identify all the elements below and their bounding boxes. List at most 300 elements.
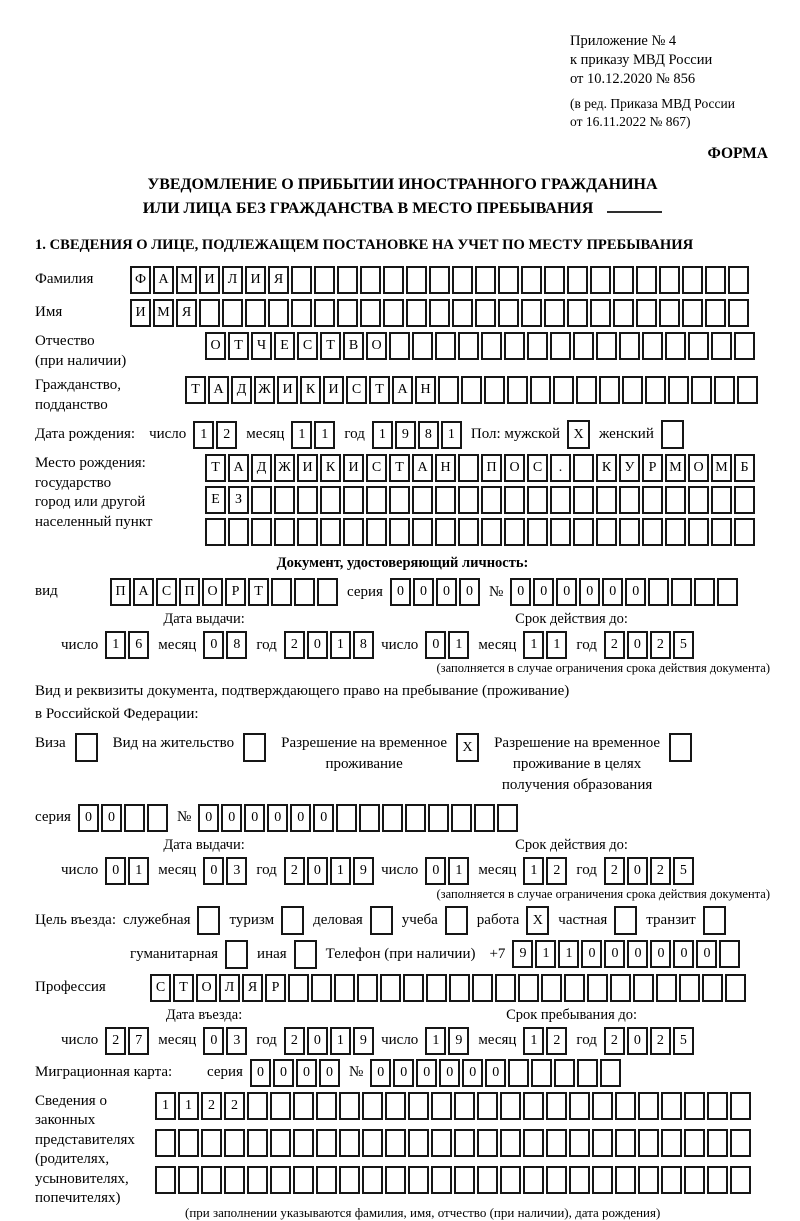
fill-cell[interactable]: 2: [546, 1027, 567, 1055]
fill-cell[interactable]: [734, 332, 755, 360]
fill-cell[interactable]: 2: [604, 857, 625, 885]
fill-cell[interactable]: [495, 974, 516, 1002]
fill-cell[interactable]: [178, 1129, 199, 1157]
fill-cell[interactable]: С: [150, 974, 171, 1002]
fill-cell[interactable]: [316, 1092, 337, 1120]
fill-cell[interactable]: [679, 974, 700, 1002]
fill-cell[interactable]: 1: [330, 631, 351, 659]
fill-cell[interactable]: [297, 486, 318, 514]
fill-cell[interactable]: 0: [370, 1059, 391, 1087]
fill-cell[interactable]: И: [199, 266, 220, 294]
fill-cell[interactable]: [481, 486, 502, 514]
fill-cell[interactable]: [458, 486, 479, 514]
fill-cell[interactable]: [544, 299, 565, 327]
fill-cell[interactable]: [707, 1129, 728, 1157]
fill-cell[interactable]: 0: [203, 1027, 224, 1055]
fill-cell[interactable]: 2: [105, 1027, 126, 1055]
fill-cell[interactable]: [734, 486, 755, 514]
fill-cell[interactable]: [521, 266, 542, 294]
fill-cell[interactable]: [711, 332, 732, 360]
fill-cell[interactable]: И: [277, 376, 298, 404]
fill-cell[interactable]: 0: [425, 857, 446, 885]
fill-cell[interactable]: У: [619, 454, 640, 482]
fill-cell[interactable]: 0: [413, 578, 434, 606]
fill-cell[interactable]: И: [297, 454, 318, 482]
fill-cell[interactable]: 5: [673, 857, 694, 885]
fill-cell[interactable]: [587, 974, 608, 1002]
fill-cell[interactable]: [380, 974, 401, 1002]
fill-cell[interactable]: 9: [353, 1027, 374, 1055]
fill-cell[interactable]: [316, 1129, 337, 1157]
fill-cell[interactable]: [477, 1129, 498, 1157]
fill-cell[interactable]: [642, 518, 663, 546]
fill-cell[interactable]: [406, 266, 427, 294]
fill-cell[interactable]: 1: [425, 1027, 446, 1055]
fill-cell[interactable]: [343, 486, 364, 514]
fill-cell[interactable]: 1: [330, 857, 351, 885]
fill-cell[interactable]: 0: [203, 857, 224, 885]
fill-cell[interactable]: [725, 974, 746, 1002]
fill-cell[interactable]: 2: [650, 857, 671, 885]
fill-cell[interactable]: [636, 299, 657, 327]
fill-cell[interactable]: Т: [185, 376, 206, 404]
fill-cell[interactable]: 0: [627, 1027, 648, 1055]
fill-cell[interactable]: [600, 1059, 621, 1087]
fill-cell[interactable]: [199, 299, 220, 327]
fill-cell[interactable]: [451, 804, 472, 832]
fill-cell[interactable]: [730, 1129, 751, 1157]
fill-cell[interactable]: [504, 332, 525, 360]
fill-cell[interactable]: [527, 332, 548, 360]
fill-cell[interactable]: О: [688, 454, 709, 482]
fill-cell[interactable]: [445, 906, 468, 935]
fill-cell[interactable]: [268, 299, 289, 327]
fill-cell[interactable]: [178, 1166, 199, 1194]
fill-cell[interactable]: А: [208, 376, 229, 404]
fill-cell[interactable]: [247, 1092, 268, 1120]
fill-cell[interactable]: [684, 1129, 705, 1157]
fill-cell[interactable]: А: [133, 578, 154, 606]
fill-cell[interactable]: М: [176, 266, 197, 294]
fill-cell[interactable]: [719, 940, 740, 968]
fill-cell[interactable]: 0: [602, 578, 623, 606]
fill-cell[interactable]: 0: [290, 804, 311, 832]
fill-cell[interactable]: Л: [219, 974, 240, 1002]
fill-cell[interactable]: [527, 518, 548, 546]
fill-cell[interactable]: [288, 974, 309, 1002]
fill-cell[interactable]: [426, 974, 447, 1002]
fill-cell[interactable]: 0: [390, 578, 411, 606]
fill-cell[interactable]: [271, 578, 292, 606]
fill-cell[interactable]: [293, 1092, 314, 1120]
fill-cell[interactable]: 0: [556, 578, 577, 606]
fill-cell[interactable]: 2: [650, 1027, 671, 1055]
fill-cell[interactable]: [730, 1092, 751, 1120]
fill-cell[interactable]: [412, 486, 433, 514]
fill-cell[interactable]: [458, 454, 479, 482]
fill-cell[interactable]: С: [366, 454, 387, 482]
fill-cell[interactable]: [669, 733, 692, 762]
fill-cell[interactable]: [638, 1129, 659, 1157]
fill-cell[interactable]: 0: [485, 1059, 506, 1087]
fill-cell[interactable]: 0: [673, 940, 694, 968]
fill-cell[interactable]: [366, 518, 387, 546]
fill-cell[interactable]: [270, 1092, 291, 1120]
fill-cell[interactable]: 0: [604, 940, 625, 968]
fill-cell[interactable]: [554, 1059, 575, 1087]
fill-cell[interactable]: [362, 1166, 383, 1194]
fill-cell[interactable]: [408, 1092, 429, 1120]
fill-cell[interactable]: [531, 1059, 552, 1087]
fill-cell[interactable]: [412, 332, 433, 360]
fill-cell[interactable]: 0: [696, 940, 717, 968]
fill-cell[interactable]: [435, 486, 456, 514]
fill-cell[interactable]: [435, 332, 456, 360]
fill-cell[interactable]: [705, 299, 726, 327]
fill-cell[interactable]: [124, 804, 145, 832]
fill-cell[interactable]: Я: [268, 266, 289, 294]
fill-cell[interactable]: [201, 1166, 222, 1194]
fill-cell[interactable]: Т: [248, 578, 269, 606]
fill-cell[interactable]: С: [346, 376, 367, 404]
fill-cell[interactable]: 0: [439, 1059, 460, 1087]
fill-cell[interactable]: [599, 376, 620, 404]
fill-cell[interactable]: 9: [395, 421, 416, 449]
fill-cell[interactable]: X: [567, 420, 590, 449]
fill-cell[interactable]: М: [711, 454, 732, 482]
fill-cell[interactable]: [610, 974, 631, 1002]
fill-cell[interactable]: [523, 1092, 544, 1120]
fill-cell[interactable]: [619, 486, 640, 514]
fill-cell[interactable]: [339, 1092, 360, 1120]
fill-cell[interactable]: 1: [314, 421, 335, 449]
fill-cell[interactable]: [247, 1129, 268, 1157]
fill-cell[interactable]: [688, 486, 709, 514]
fill-cell[interactable]: [389, 518, 410, 546]
fill-cell[interactable]: [389, 332, 410, 360]
fill-cell[interactable]: Т: [173, 974, 194, 1002]
fill-cell[interactable]: [477, 1092, 498, 1120]
fill-cell[interactable]: [431, 1129, 452, 1157]
fill-cell[interactable]: И: [323, 376, 344, 404]
fill-cell[interactable]: 1: [291, 421, 312, 449]
fill-cell[interactable]: [481, 518, 502, 546]
fill-cell[interactable]: С: [297, 332, 318, 360]
fill-cell[interactable]: [274, 486, 295, 514]
fill-cell[interactable]: [523, 1166, 544, 1194]
fill-cell[interactable]: [707, 1166, 728, 1194]
fill-cell[interactable]: [314, 266, 335, 294]
fill-cell[interactable]: 1: [441, 421, 462, 449]
fill-cell[interactable]: [645, 376, 666, 404]
fill-cell[interactable]: О: [504, 454, 525, 482]
fill-cell[interactable]: [504, 486, 525, 514]
fill-cell[interactable]: [577, 1059, 598, 1087]
fill-cell[interactable]: [668, 376, 689, 404]
fill-cell[interactable]: [642, 332, 663, 360]
fill-cell[interactable]: Е: [205, 486, 226, 514]
fill-cell[interactable]: [197, 906, 220, 935]
fill-cell[interactable]: Т: [369, 376, 390, 404]
fill-cell[interactable]: 0: [627, 940, 648, 968]
fill-cell[interactable]: [224, 1129, 245, 1157]
fill-cell[interactable]: [403, 974, 424, 1002]
fill-cell[interactable]: 0: [101, 804, 122, 832]
fill-cell[interactable]: [590, 266, 611, 294]
fill-cell[interactable]: [389, 486, 410, 514]
fill-cell[interactable]: 2: [604, 1027, 625, 1055]
fill-cell[interactable]: [688, 518, 709, 546]
fill-cell[interactable]: [661, 1092, 682, 1120]
fill-cell[interactable]: Д: [251, 454, 272, 482]
fill-cell[interactable]: [228, 518, 249, 546]
fill-cell[interactable]: [320, 518, 341, 546]
fill-cell[interactable]: 0: [105, 857, 126, 885]
fill-cell[interactable]: А: [412, 454, 433, 482]
fill-cell[interactable]: О: [196, 974, 217, 1002]
fill-cell[interactable]: [737, 376, 758, 404]
fill-cell[interactable]: 0: [203, 631, 224, 659]
fill-cell[interactable]: [294, 940, 317, 969]
fill-cell[interactable]: [429, 266, 450, 294]
fill-cell[interactable]: 0: [267, 804, 288, 832]
fill-cell[interactable]: [320, 486, 341, 514]
fill-cell[interactable]: [530, 376, 551, 404]
fill-cell[interactable]: [293, 1129, 314, 1157]
fill-cell[interactable]: 1: [523, 857, 544, 885]
fill-cell[interactable]: [596, 518, 617, 546]
fill-cell[interactable]: 0: [581, 940, 602, 968]
fill-cell[interactable]: М: [153, 299, 174, 327]
fill-cell[interactable]: 0: [307, 631, 328, 659]
fill-cell[interactable]: 0: [625, 578, 646, 606]
fill-cell[interactable]: [274, 518, 295, 546]
fill-cell[interactable]: [147, 804, 168, 832]
fill-cell[interactable]: [703, 906, 726, 935]
fill-cell[interactable]: [461, 376, 482, 404]
fill-cell[interactable]: [546, 1092, 567, 1120]
fill-cell[interactable]: [714, 376, 735, 404]
fill-cell[interactable]: [688, 332, 709, 360]
fill-cell[interactable]: 0: [78, 804, 99, 832]
fill-cell[interactable]: 0: [436, 578, 457, 606]
fill-cell[interactable]: [691, 376, 712, 404]
fill-cell[interactable]: [573, 454, 594, 482]
fill-cell[interactable]: X: [456, 733, 479, 762]
fill-cell[interactable]: [475, 266, 496, 294]
fill-cell[interactable]: 1: [105, 631, 126, 659]
fill-cell[interactable]: [615, 1166, 636, 1194]
fill-cell[interactable]: [405, 804, 426, 832]
fill-cell[interactable]: Б: [734, 454, 755, 482]
fill-cell[interactable]: 0: [533, 578, 554, 606]
fill-cell[interactable]: Н: [435, 454, 456, 482]
fill-cell[interactable]: [546, 1129, 567, 1157]
fill-cell[interactable]: [334, 974, 355, 1002]
fill-cell[interactable]: 5: [673, 631, 694, 659]
fill-cell[interactable]: [314, 299, 335, 327]
fill-cell[interactable]: [270, 1129, 291, 1157]
fill-cell[interactable]: [297, 518, 318, 546]
fill-cell[interactable]: [671, 578, 692, 606]
fill-cell[interactable]: [656, 974, 677, 1002]
fill-cell[interactable]: Е: [274, 332, 295, 360]
fill-cell[interactable]: [477, 1166, 498, 1194]
fill-cell[interactable]: [633, 974, 654, 1002]
fill-cell[interactable]: [507, 376, 528, 404]
fill-cell[interactable]: [500, 1129, 521, 1157]
fill-cell[interactable]: [435, 518, 456, 546]
fill-cell[interactable]: К: [300, 376, 321, 404]
fill-cell[interactable]: И: [130, 299, 151, 327]
fill-cell[interactable]: [622, 376, 643, 404]
fill-cell[interactable]: [694, 578, 715, 606]
fill-cell[interactable]: [682, 299, 703, 327]
fill-cell[interactable]: [728, 266, 749, 294]
fill-cell[interactable]: 0: [579, 578, 600, 606]
fill-cell[interactable]: [508, 1059, 529, 1087]
fill-cell[interactable]: Ж: [274, 454, 295, 482]
fill-cell[interactable]: А: [153, 266, 174, 294]
fill-cell[interactable]: [730, 1166, 751, 1194]
fill-cell[interactable]: [665, 332, 686, 360]
fill-cell[interactable]: [504, 518, 525, 546]
fill-cell[interactable]: [567, 299, 588, 327]
fill-cell[interactable]: 1: [372, 421, 393, 449]
fill-cell[interactable]: [201, 1129, 222, 1157]
fill-cell[interactable]: [684, 1092, 705, 1120]
fill-cell[interactable]: 2: [201, 1092, 222, 1120]
fill-cell[interactable]: [452, 299, 473, 327]
fill-cell[interactable]: 9: [353, 857, 374, 885]
fill-cell[interactable]: [614, 906, 637, 935]
fill-cell[interactable]: Т: [228, 332, 249, 360]
fill-cell[interactable]: [544, 266, 565, 294]
fill-cell[interactable]: [431, 1166, 452, 1194]
fill-cell[interactable]: 3: [226, 857, 247, 885]
fill-cell[interactable]: [370, 906, 393, 935]
fill-cell[interactable]: 0: [459, 578, 480, 606]
fill-cell[interactable]: 9: [448, 1027, 469, 1055]
fill-cell[interactable]: [567, 266, 588, 294]
fill-cell[interactable]: [458, 518, 479, 546]
fill-cell[interactable]: [475, 299, 496, 327]
fill-cell[interactable]: Р: [642, 454, 663, 482]
fill-cell[interactable]: [498, 266, 519, 294]
fill-cell[interactable]: [550, 518, 571, 546]
fill-cell[interactable]: [590, 299, 611, 327]
fill-cell[interactable]: К: [596, 454, 617, 482]
fill-cell[interactable]: [665, 518, 686, 546]
fill-cell[interactable]: [541, 974, 562, 1002]
fill-cell[interactable]: 1: [448, 857, 469, 885]
fill-cell[interactable]: [336, 804, 357, 832]
fill-cell[interactable]: [711, 518, 732, 546]
fill-cell[interactable]: [661, 1129, 682, 1157]
fill-cell[interactable]: [592, 1129, 613, 1157]
fill-cell[interactable]: [294, 578, 315, 606]
fill-cell[interactable]: 8: [226, 631, 247, 659]
fill-cell[interactable]: Ч: [251, 332, 272, 360]
fill-cell[interactable]: В: [343, 332, 364, 360]
fill-cell[interactable]: [659, 266, 680, 294]
fill-cell[interactable]: [613, 299, 634, 327]
fill-cell[interactable]: [412, 518, 433, 546]
fill-cell[interactable]: [408, 1166, 429, 1194]
fill-cell[interactable]: [383, 299, 404, 327]
fill-cell[interactable]: [707, 1092, 728, 1120]
fill-cell[interactable]: А: [228, 454, 249, 482]
fill-cell[interactable]: [484, 376, 505, 404]
fill-cell[interactable]: С: [156, 578, 177, 606]
fill-cell[interactable]: [728, 299, 749, 327]
fill-cell[interactable]: 2: [284, 631, 305, 659]
fill-cell[interactable]: [251, 518, 272, 546]
fill-cell[interactable]: [454, 1166, 475, 1194]
fill-cell[interactable]: [454, 1092, 475, 1120]
fill-cell[interactable]: [474, 804, 495, 832]
fill-cell[interactable]: [661, 420, 684, 449]
fill-cell[interactable]: [569, 1166, 590, 1194]
fill-cell[interactable]: [339, 1129, 360, 1157]
fill-cell[interactable]: [438, 376, 459, 404]
fill-cell[interactable]: [311, 974, 332, 1002]
fill-cell[interactable]: 2: [284, 857, 305, 885]
fill-cell[interactable]: [270, 1166, 291, 1194]
fill-cell[interactable]: 0: [462, 1059, 483, 1087]
fill-cell[interactable]: 0: [313, 804, 334, 832]
fill-cell[interactable]: [734, 518, 755, 546]
fill-cell[interactable]: П: [179, 578, 200, 606]
fill-cell[interactable]: П: [481, 454, 502, 482]
fill-cell[interactable]: [366, 486, 387, 514]
fill-cell[interactable]: [452, 266, 473, 294]
fill-cell[interactable]: [383, 266, 404, 294]
fill-cell[interactable]: [619, 332, 640, 360]
fill-cell[interactable]: [382, 804, 403, 832]
fill-cell[interactable]: [155, 1129, 176, 1157]
fill-cell[interactable]: И: [343, 454, 364, 482]
fill-cell[interactable]: [357, 974, 378, 1002]
fill-cell[interactable]: [293, 1166, 314, 1194]
fill-cell[interactable]: 3: [226, 1027, 247, 1055]
fill-cell[interactable]: [408, 1129, 429, 1157]
fill-cell[interactable]: [428, 804, 449, 832]
fill-cell[interactable]: [481, 332, 502, 360]
fill-cell[interactable]: [550, 332, 571, 360]
fill-cell[interactable]: [564, 974, 585, 1002]
fill-cell[interactable]: [500, 1092, 521, 1120]
fill-cell[interactable]: А: [392, 376, 413, 404]
fill-cell[interactable]: 9: [512, 940, 533, 968]
fill-cell[interactable]: [431, 1092, 452, 1120]
fill-cell[interactable]: [576, 376, 597, 404]
fill-cell[interactable]: [449, 974, 470, 1002]
fill-cell[interactable]: [636, 266, 657, 294]
fill-cell[interactable]: 1: [330, 1027, 351, 1055]
fill-cell[interactable]: Р: [225, 578, 246, 606]
fill-cell[interactable]: [429, 299, 450, 327]
fill-cell[interactable]: [705, 266, 726, 294]
fill-cell[interactable]: Т: [205, 454, 226, 482]
fill-cell[interactable]: [573, 332, 594, 360]
fill-cell[interactable]: [648, 578, 669, 606]
fill-cell[interactable]: 1: [523, 631, 544, 659]
fill-cell[interactable]: 1: [193, 421, 214, 449]
fill-cell[interactable]: М: [665, 454, 686, 482]
fill-cell[interactable]: [360, 299, 381, 327]
fill-cell[interactable]: К: [320, 454, 341, 482]
